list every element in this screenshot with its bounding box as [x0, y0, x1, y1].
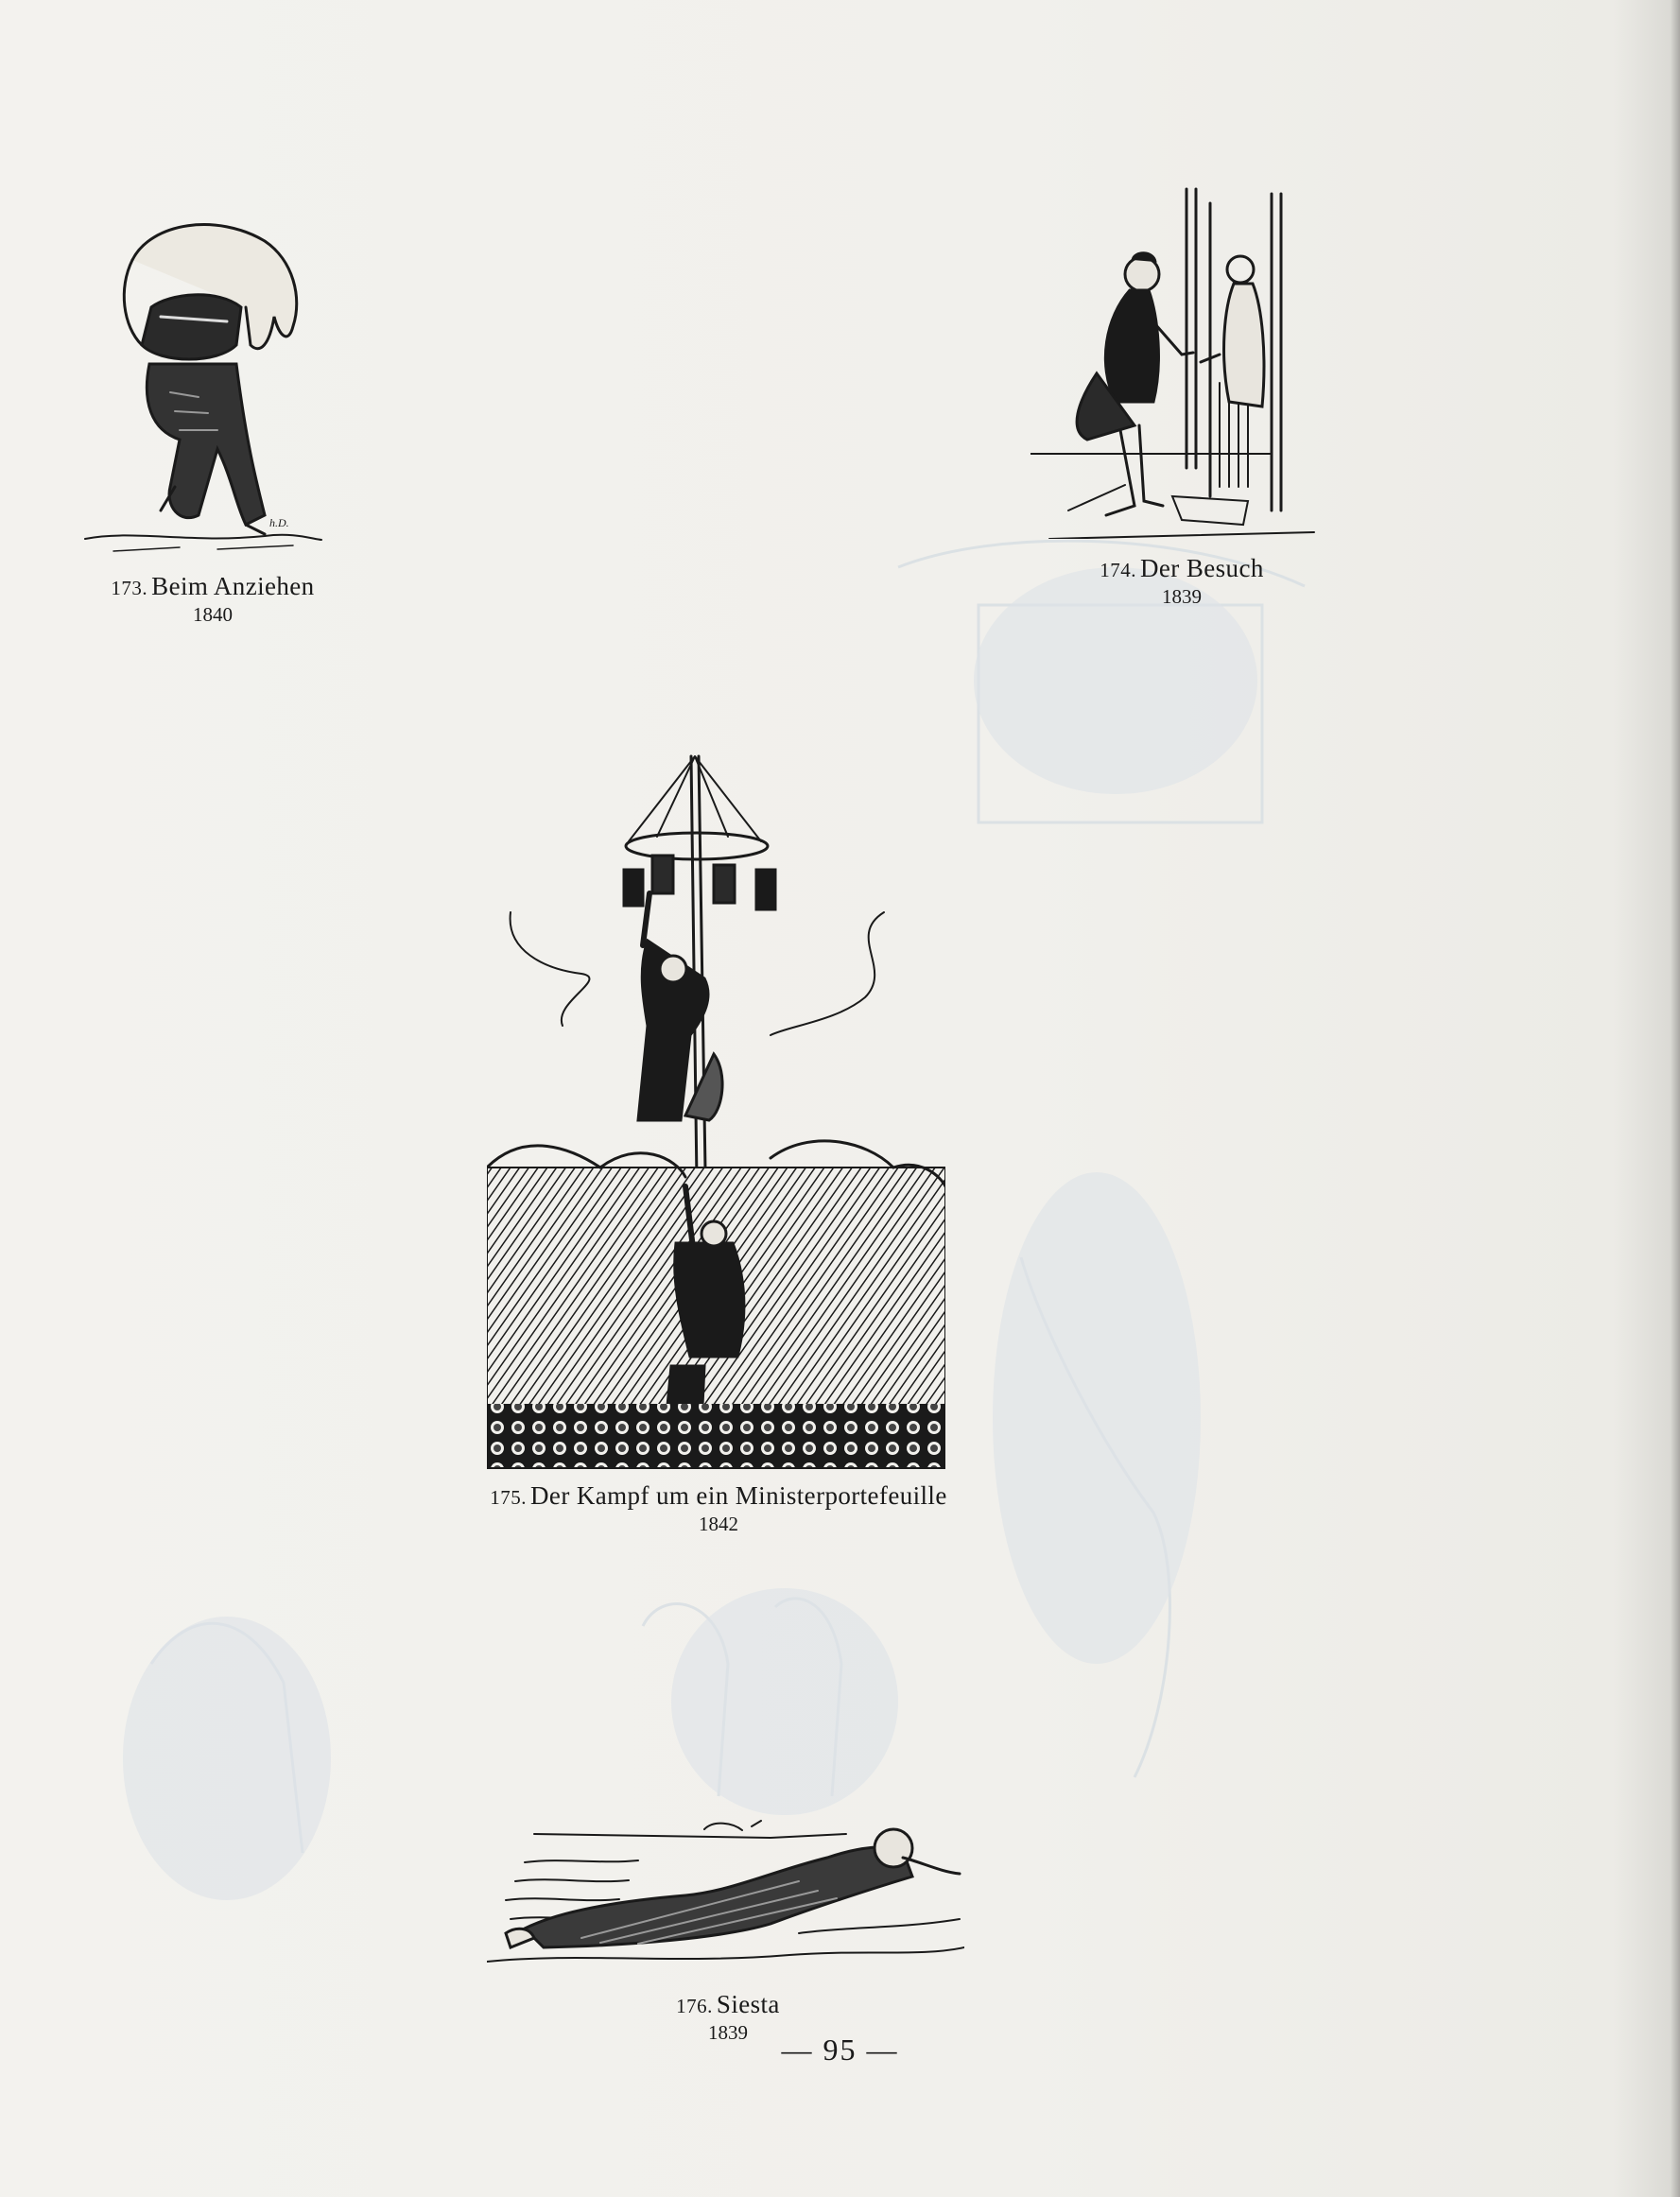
plate-number: 176.: [676, 1995, 713, 2017]
illustration-beim-anziehen: [76, 203, 340, 558]
illustration-siesta: [487, 1806, 964, 1966]
caption-plate-174: [1031, 554, 1333, 609]
plate-number: 175.: [490, 1486, 528, 1509]
plate-year: 1842: [699, 1513, 738, 1535]
illustration-der-kampf-um-ein-ministerportefeuille: [487, 752, 945, 1470]
plate-title: Der Besuch: [1140, 554, 1264, 582]
caption-plate-175: [416, 1481, 1021, 1536]
caption-plate-173: [85, 572, 340, 627]
plate-title: Der Kampf um ein Ministerportefeuille: [530, 1481, 947, 1510]
svg-text:h.D.: h.D.: [269, 516, 289, 529]
illustration-der-besuch: [1031, 184, 1324, 539]
page-number: — 95 —: [781, 2033, 899, 2067]
plate-number: 173.: [111, 577, 148, 599]
plate-title: Beim Anziehen: [151, 572, 315, 600]
plate-year: 1840: [193, 603, 233, 626]
plate-year: 1839: [1162, 585, 1202, 608]
plate-year: 1839: [708, 2021, 748, 2044]
plate-number: 174.: [1100, 559, 1137, 581]
plate-title: Siesta: [716, 1990, 780, 2018]
